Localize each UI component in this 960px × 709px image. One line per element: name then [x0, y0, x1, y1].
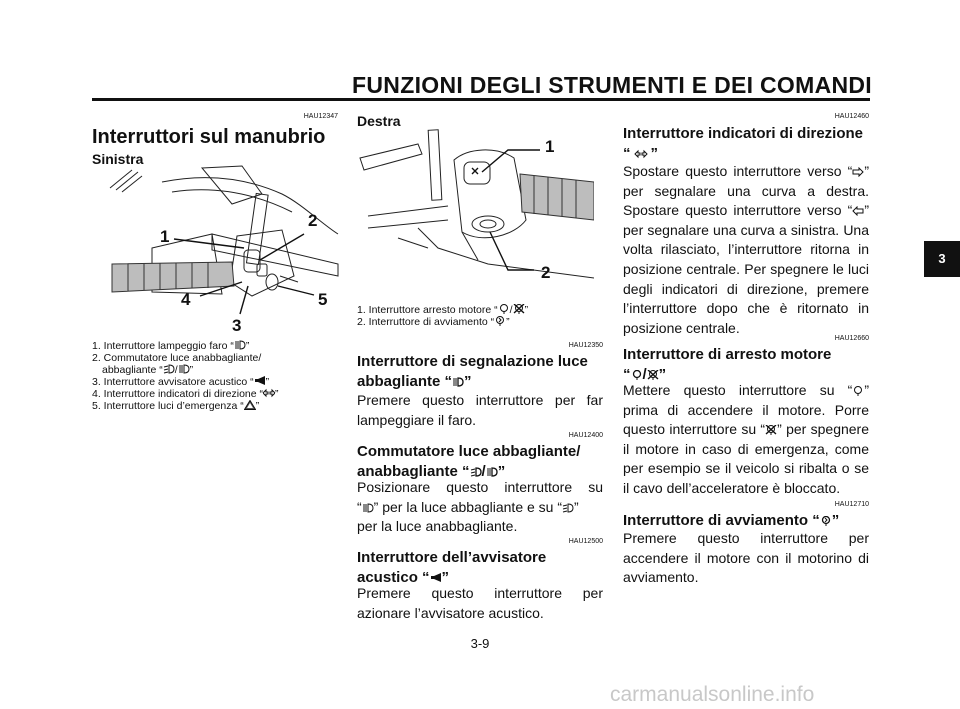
- right-figure-captions: [357, 304, 528, 328]
- callout-2: 2: [541, 263, 551, 282]
- callout-1: 1: [545, 137, 555, 156]
- callout-4: 4: [181, 290, 191, 309]
- section-heading: Interruttore di avviamento “ ”: [623, 512, 840, 529]
- section-code: HAU12350: [568, 342, 603, 349]
- section-body: Premere questo interruttore per azionare l’avvisatore acustico.: [357, 585, 603, 621]
- section-code: HAU12347: [303, 113, 338, 120]
- right-handlebar-illustration: [358, 128, 594, 300]
- header-rule: [92, 98, 870, 101]
- section-code: HAU12500: [568, 538, 603, 545]
- section-code: HAU12660: [834, 335, 869, 342]
- left-figure-captions: [92, 340, 279, 412]
- section-code: HAU12710: [834, 501, 869, 508]
- starter-icon: [494, 316, 506, 326]
- engine-stop-icon: [647, 370, 659, 380]
- turn-left-icon: [852, 206, 864, 216]
- horn-icon: [430, 573, 442, 583]
- section-body: Mettere questo interruttore su “ ” prima di accendere il motore. Porre questo interruttore su “ ” per spegnere il motore in caso di emergenza, come per esempio se il veicolo si ribalta o se il cavo dell’acceleratore è bloccato.: [623, 382, 869, 496]
- starter-icon: [820, 516, 832, 526]
- engine-run-icon: [852, 386, 864, 396]
- section-body: Spostare questo interruttore verso “ ” per segnalare una curva a destra. Spostare questo interruttore verso “ ” per segnalare una curva a sinistra. Una volta rilasciato, l’interruttore ritorna in posizione centrale. Per spegnere le luci degli indicatori di direzione, premere l’interruttore dopo che è ritornato in posizione centrale.: [623, 163, 869, 336]
- section-body: Posizionare questo interruttore su “ ” per la luce abbagliante e su “ ” per la luce anabbagliante.: [357, 479, 603, 535]
- headlight-low-icon: [562, 503, 574, 513]
- headlight-high-icon: [452, 377, 464, 387]
- caption-item: 4. Interruttore indicatori di direzione “ ”: [92, 388, 279, 400]
- engine-stop-icon: [765, 425, 777, 435]
- caption-item: abbagliante “ / ”: [102, 364, 194, 376]
- subsection-title-right: Destra: [357, 113, 401, 129]
- section-heading: Commutatore luce abbagliante/ anabbagliante “ / ”: [357, 443, 581, 480]
- engine-run-icon: [498, 304, 510, 314]
- section-code: HAU12460: [834, 113, 869, 120]
- callout-5: 5: [318, 290, 328, 309]
- subsection-title-left: Sinistra: [92, 151, 144, 167]
- watermark: carmanualsonline.info: [610, 683, 815, 706]
- callout-1: 1: [160, 227, 170, 246]
- section-title: Interruttori sul manubrio: [92, 126, 326, 148]
- section-code: HAU12400: [568, 432, 603, 439]
- chapter-tab: 3: [924, 241, 960, 277]
- headlight-high-icon: [486, 467, 498, 477]
- section-body: Premere questo interruttore per far lampeggiare il faro.: [357, 392, 603, 428]
- section-heading: Interruttore di arresto motore “ / ”: [623, 346, 832, 383]
- callout-3: 3: [232, 316, 242, 335]
- headlight-low-icon: [163, 364, 175, 374]
- caption-item: 2. Interruttore di avviamento “ ”: [357, 316, 510, 328]
- page-number: 3-9: [470, 636, 490, 651]
- engine-run-icon: [631, 370, 643, 380]
- headlight-low-icon: [470, 467, 482, 477]
- caption-item: 3. Interruttore avvisatore acustico “ ”: [92, 376, 270, 388]
- page-header-title: FUNZIONI DEGLI STRUMENTI E DEI COMANDI: [352, 72, 872, 98]
- turn-signal-icon: [263, 388, 275, 398]
- section-heading: Interruttore indicatori di direzione “ ”: [623, 125, 864, 162]
- headlight-high-icon: [362, 503, 374, 513]
- turn-right-icon: [852, 167, 864, 177]
- callout-2: 2: [308, 211, 318, 230]
- section-body: Premere questo interruttore per accendere il motore con il motorino di avviamento.: [623, 530, 869, 586]
- caption-item: 1. Interruttore arresto motore “ / ”: [357, 304, 529, 316]
- left-handlebar-illustration: [92, 164, 340, 336]
- caption-item: 1. Interruttore lampeggio faro “ ”: [92, 340, 250, 352]
- caption-item: 5. Interruttore luci d’emergenza “ ”: [92, 400, 260, 412]
- engine-stop-icon: [513, 304, 525, 314]
- horn-icon: [254, 376, 266, 386]
- section-heading: Interruttore di segnalazione luce abbagliante “ ”: [357, 353, 588, 390]
- caption-item: 2. Commutatore luce anabbagliante/: [92, 352, 262, 364]
- headlight-high-icon: [234, 340, 246, 350]
- headlight-high-icon: [178, 364, 190, 374]
- section-heading: Interruttore dell’avvisatore acustico “ ”: [357, 549, 547, 586]
- turn-signal-icon: [631, 149, 651, 159]
- hazard-icon: [244, 400, 256, 410]
